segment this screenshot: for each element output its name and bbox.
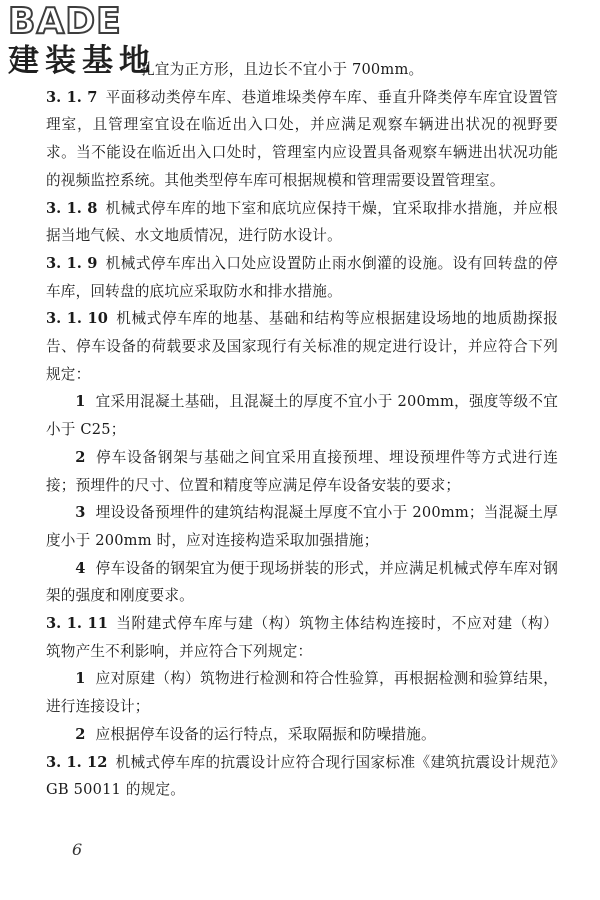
clause-number: 3. 1. 11	[46, 615, 108, 633]
item-text: 宜采用混凝土基础，且混凝土的厚度不宜小于 200mm，强度等级不宜小于 C25；	[46, 393, 558, 439]
list-item-3-1-10-3	[46, 499, 558, 554]
clause-3-1-7	[46, 84, 558, 195]
clause-number: 3. 1. 8	[46, 199, 98, 217]
item-number: 4	[75, 559, 86, 577]
list-item-3-1-10-2	[46, 444, 558, 499]
clause-text: 机械式停车库的抗震设计应符合现行国家标准《建筑抗震设计规范》GB 50011 的规定。	[46, 753, 558, 799]
clause-3-1-10	[46, 305, 558, 388]
item-text: 应对原建（构）筑物进行检测和符合性验算，再根据检测和验算结果，进行连接设计；	[46, 670, 558, 716]
watermark-subtitle: 建装基地	[8, 43, 156, 79]
watermark-logo	[8, 2, 156, 78]
item-number: 1	[75, 670, 86, 688]
item-number: 3	[75, 504, 86, 522]
list-item-3-1-11-1	[46, 665, 558, 720]
clause-3-1-11	[46, 610, 558, 665]
item-text: 停车设备钢架与基础之间宜采用直接预埋、埋设预埋件等方式进行连接；预埋件的尺寸、位置和精度等应满足停车设备安装的要求；	[46, 448, 558, 494]
item-text: 应根据停车设备的运行特点，采取隔振和防噪措施。	[95, 725, 436, 743]
clause-number: 3. 1. 7	[46, 88, 98, 106]
clause-number: 3. 1. 9	[46, 254, 98, 272]
item-number: 2	[75, 448, 86, 466]
list-item-3-1-10-1	[46, 388, 558, 443]
item-text: 停车设备的钢架宜为便于现场拼装的形式，并应满足机械式停车库对钢架的强度和刚度要求。	[46, 559, 558, 605]
page-number: 6	[72, 840, 83, 859]
watermark-brand: BADE	[8, 1, 122, 42]
item-number: 2	[75, 725, 86, 743]
clause-number: 3. 1. 12	[46, 753, 108, 771]
paragraph-text: 孔宜为正方形，且边长不宜小于 700mm。	[140, 61, 424, 78]
document-body	[46, 56, 558, 804]
clause-3-1-8	[46, 195, 558, 250]
clause-number: 3. 1. 10	[46, 310, 108, 328]
clause-text: 机械式停车库的地基、基础和结构等应根据建设场地的地质勘探报告、停车设备的荷载要求及国家现行有关标准的规定进行设计，并应符合下列规定：	[46, 310, 558, 383]
clause-text: 平面移动类停车库、巷道堆垛类停车库、垂直升降类停车库宜设置管理室，且管理室宜设在临近出入口处，并应满足观察车辆进出状况的视野要求。当不能设在临近出入口处时，管理室内应设置具备观察车辆进出状况功能的视频监控系统。其他类型停车库可根据规模和管理需要设置管理室。	[46, 88, 558, 189]
clause-text: 机械式停车库出入口处应设置防止雨水倒灌的设施。设有回转盘的停车库，回转盘的底坑应采取防水和排水措施。	[46, 254, 558, 300]
clause-3-1-9	[46, 250, 558, 305]
clause-text: 机械式停车库的地下室和底坑应保持干燥，宜采取排水措施，并应根据当地气候、水文地质情况，进行防水设计。	[46, 199, 558, 245]
item-text: 埋设设备预埋件的建筑结构混凝土厚度不宜小于 200mm；当混凝土厚度小于 200mm 时，应对连接构造采取加强措施；	[46, 504, 558, 549]
clause-text: 当附建式停车库与建（构）筑物主体结构连接时，不应对建（构）筑物产生不利影响，并应符合下列规定：	[46, 615, 558, 660]
list-item-3-1-11-2	[46, 721, 558, 749]
list-item-3-1-10-4	[46, 555, 558, 610]
item-number: 1	[75, 393, 86, 411]
clause-3-1-12	[46, 749, 558, 804]
